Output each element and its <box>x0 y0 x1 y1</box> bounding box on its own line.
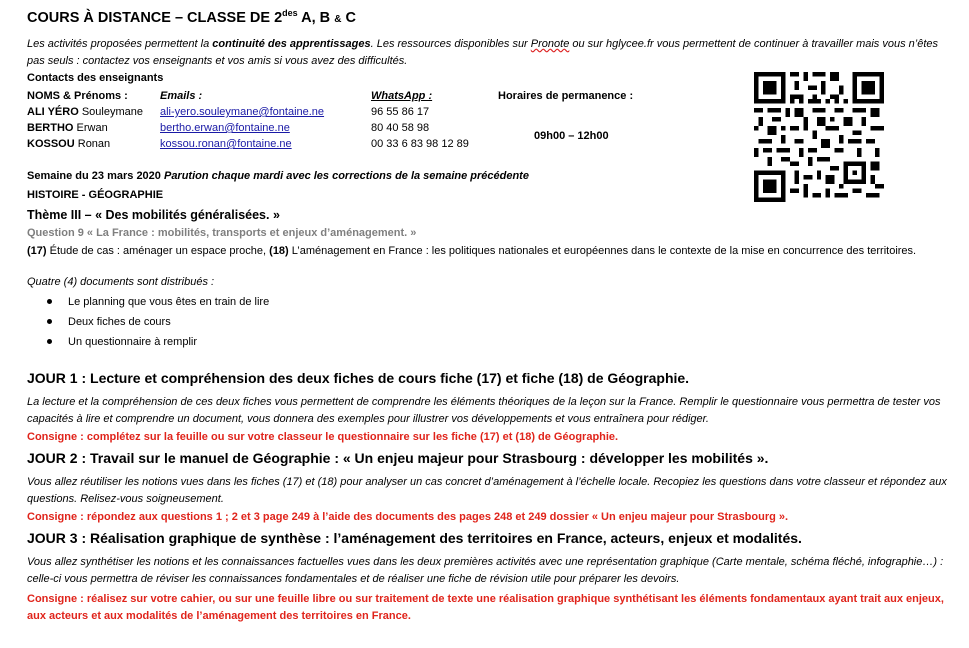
bullet-icon <box>47 339 52 344</box>
day3-title: JOUR 3 : Réalisation graphique de synthèse : l’aménagement des territoires en France, acteurs, enjeux et modalités. <box>27 530 802 546</box>
office-hours: 09h00 – 12h00 <box>534 130 609 142</box>
contact-phone: 96 55 86 17 <box>371 106 430 118</box>
contact-email-link[interactable]: kossou.ronan@fontaine.ne <box>160 138 292 150</box>
documents-list <box>47 292 269 352</box>
question-heading: Question 9 « La France : mobilités, transports et enjeux d’aménagement. » <box>27 227 417 239</box>
intro-paragraph: Les activités proposées permettent la continuité des apprentissages. Les ressources disponibles sur Pronote ou sur hglycee.fr vous permettent de continuer à travailler mais vous n’êtes pas seuls : contactez vos enseignants et vos amis si vous avez des difficultés. <box>27 38 938 67</box>
contact-name: KOSSOU Ronan <box>27 138 111 150</box>
contact-email-link[interactable]: bertho.erwan@fontaine.ne <box>160 122 290 134</box>
col-header-email: Emails : <box>160 90 203 102</box>
col-header-hours: Horaires de permanence : <box>498 90 634 102</box>
contact-name: BERTHO Erwan <box>27 122 108 134</box>
subject-heading: HISTOIRE - GÉOGRAPHIE <box>27 189 164 201</box>
col-header-whatsapp: WhatsApp : <box>371 90 433 102</box>
day2-text: Vous allez réutiliser les notions vues dans les fiches (17) et (18) pour analyser un cas concret d’aménagement à l’échelle locale. Recopiez les questions dans votre classeur et répondez aux questions. Relisez-vous soigneusement. <box>27 476 947 505</box>
bullet-icon <box>47 299 52 304</box>
docs-intro: Quatre (4) documents sont distribués : <box>27 276 215 288</box>
contacts-title: Contacts des enseignants <box>27 72 164 84</box>
theme-heading: Thème III – « Des mobilités généralisées. » <box>27 208 280 222</box>
day1-consigne: Consigne : complétez sur la feuille ou sur votre classeur le questionnaire sur les fiche (17) et (18) de Géographie. <box>27 431 619 443</box>
bullet-icon <box>47 319 52 324</box>
day3-consigne: Consigne : réalisez sur votre cahier, ou sur une feuille libre ou sur traitement de texte une réalisation graphique synthétisant les éléments fondamentaux ayant trait aux enjeux, aux acteurs et aux modalités de l’aménagement des territoires en France. <box>27 593 944 622</box>
day1-text: La lecture et la compréhension de ces deux fiches vous permettent de comprendre les éléments théoriques de la leçon sur la France. Remplir le questionnaire vous permettra de tester vos capacités à lire et comprendre un document, vous donnera des exemples pour illustrer vos développements et vous entraînera pour rédiger. <box>27 396 941 425</box>
col-header-name: NOMS & Prénoms : <box>27 90 128 102</box>
contact-name: ALI YÉRO Souleymane <box>27 106 143 118</box>
page-title: COURS À DISTANCE – CLASSE DE $2^{des}$ A, B & C <box>27 8 356 26</box>
list-item: Un questionnaire à remplir <box>47 332 269 352</box>
contact-phone: 80 40 58 98 <box>371 122 430 134</box>
study-description: (17) Étude de cas : aménager un espace proche, (18) L’aménagement en France : les politiques nationales et européennes dans le contexte de la mise en concurrence des territoires. <box>27 245 917 257</box>
contact-phone: 00 33 6 83 98 12 89 <box>371 138 469 150</box>
day3-text: Vous allez synthétiser les notions et les connaissances factuelles vues dans les deux premières activités avec une représentation graphique (Carte mentale, schéma fléché, infographie…) : celle-ci vous permettra de réviser les connaissances fondamentales et de réaliser une fiche de révision utile pour préparer les devoirs. <box>27 556 944 585</box>
list-item: Le planning que vous êtes en train de lire <box>47 292 269 312</box>
day1-title: JOUR 1 : Lecture et compréhension des deux fiches de cours fiche (17) et fiche (18) de Géographie. <box>27 370 690 386</box>
contact-email-link[interactable]: ali-yero.souleymane@fontaine.ne <box>160 106 325 118</box>
list-item: Deux fiches de cours <box>47 312 269 332</box>
week-line: Semaine du 23 mars 2020 Parution chaque mardi avec les corrections de la semaine précédente <box>27 170 529 182</box>
qr-code-icon <box>754 72 884 202</box>
pronote-word: Pronote <box>530 38 570 50</box>
day2-consigne: Consigne : répondez aux questions 1 ; 2 et 3 page 249 à l’aide des documents des pages 248 et 249 dossier « Un enjeu majeur pour Strasbourg ». <box>27 511 789 523</box>
day2-title: JOUR 2 : Travail sur le manuel de Géographie : « Un enjeu majeur pour Strasbourg : développer les mobilités ». <box>27 450 769 466</box>
